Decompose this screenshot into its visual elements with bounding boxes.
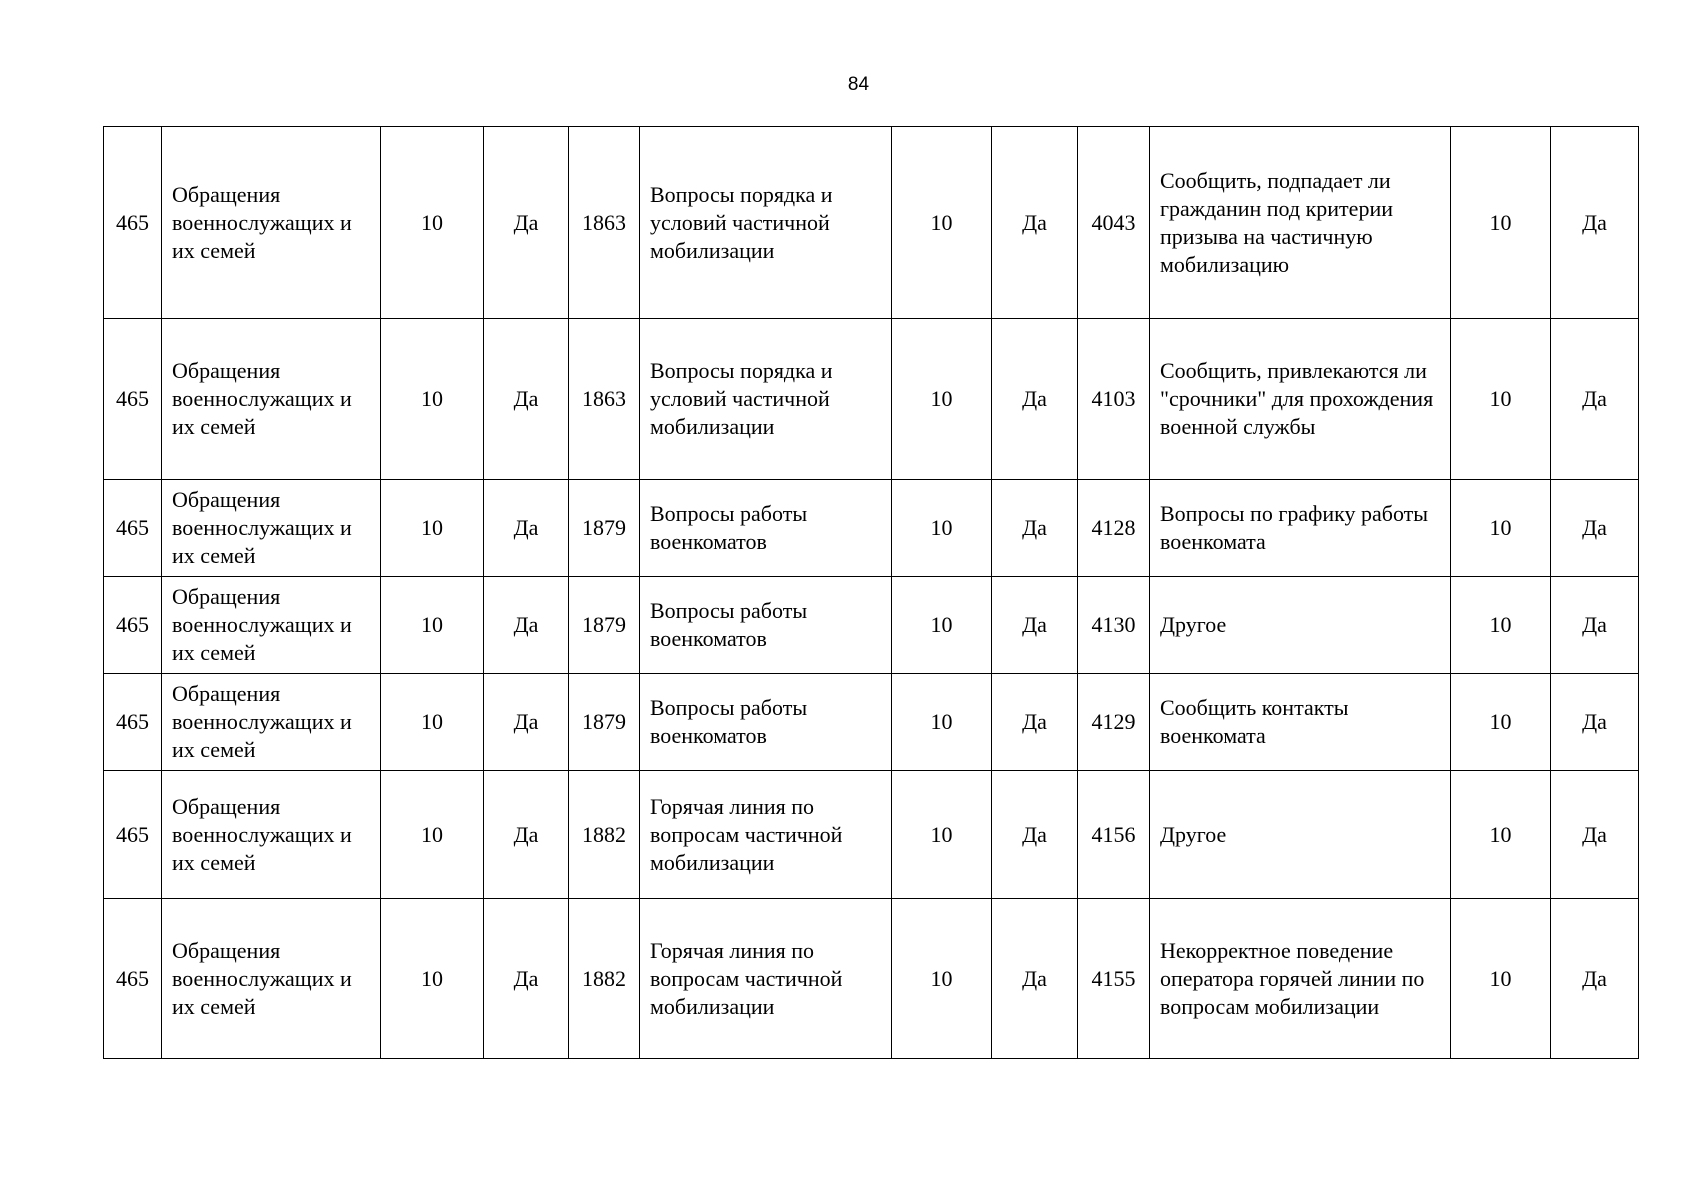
subtopic-cell: Другое xyxy=(1150,577,1451,674)
subtopic-code-cell: 4043 xyxy=(1078,127,1150,319)
subtopic-cell: Некорректное поведение оператора горячей линии по вопросам мобилизации xyxy=(1150,899,1451,1059)
value-cell: 10 xyxy=(1451,127,1551,319)
topic-cell: Горячая линия по вопросам частичной мобилизации xyxy=(640,771,892,899)
flag-cell: Да xyxy=(992,771,1078,899)
data-table xyxy=(103,126,1639,1059)
subtopic-code-cell: 4156 xyxy=(1078,771,1150,899)
value-cell: 10 xyxy=(381,674,484,771)
flag-cell: Да xyxy=(992,127,1078,319)
flag-cell: Да xyxy=(1551,899,1639,1059)
subtopic-code-cell: 4129 xyxy=(1078,674,1150,771)
value-cell: 10 xyxy=(892,127,992,319)
topic-code-cell: 1863 xyxy=(569,319,640,480)
table-row xyxy=(104,480,1639,577)
flag-cell: Да xyxy=(1551,480,1639,577)
subtopic-code-cell: 4130 xyxy=(1078,577,1150,674)
group-code-cell: 465 xyxy=(104,771,162,899)
value-cell: 10 xyxy=(892,771,992,899)
topic-cell: Вопросы порядка и условий частичной мобилизации xyxy=(640,127,892,319)
group-code-cell: 465 xyxy=(104,319,162,480)
subtopic-code-cell: 4155 xyxy=(1078,899,1150,1059)
value-cell: 10 xyxy=(381,480,484,577)
topic-code-cell: 1879 xyxy=(569,674,640,771)
category-cell: Обращения военнослужащих и их семей xyxy=(162,480,381,577)
value-cell: 10 xyxy=(1451,480,1551,577)
flag-cell: Да xyxy=(992,577,1078,674)
value-cell: 10 xyxy=(381,771,484,899)
flag-cell: Да xyxy=(1551,319,1639,480)
value-cell: 10 xyxy=(892,577,992,674)
flag-cell: Да xyxy=(484,899,569,1059)
value-cell: 10 xyxy=(1451,319,1551,480)
group-code-cell: 465 xyxy=(104,577,162,674)
value-cell: 10 xyxy=(1451,577,1551,674)
topic-code-cell: 1882 xyxy=(569,771,640,899)
category-cell: Обращения военнослужащих и их семей xyxy=(162,319,381,480)
topic-code-cell: 1863 xyxy=(569,127,640,319)
topic-cell: Горячая линия по вопросам частичной мобилизации xyxy=(640,899,892,1059)
value-cell: 10 xyxy=(892,674,992,771)
flag-cell: Да xyxy=(484,127,569,319)
subtopic-cell: Вопросы по графику работы военкомата xyxy=(1150,480,1451,577)
value-cell: 10 xyxy=(1451,771,1551,899)
value-cell: 10 xyxy=(892,480,992,577)
topic-code-cell: 1882 xyxy=(569,899,640,1059)
topic-code-cell: 1879 xyxy=(569,577,640,674)
flag-cell: Да xyxy=(1551,127,1639,319)
value-cell: 10 xyxy=(892,899,992,1059)
page-number: 84 xyxy=(847,74,870,95)
flag-cell: Да xyxy=(484,319,569,480)
value-cell: 10 xyxy=(1451,674,1551,771)
flag-cell: Да xyxy=(992,319,1078,480)
topic-cell: Вопросы работы военкоматов xyxy=(640,674,892,771)
group-code-cell: 465 xyxy=(104,674,162,771)
table-row xyxy=(104,899,1639,1059)
category-cell: Обращения военнослужащих и их семей xyxy=(162,771,381,899)
flag-cell: Да xyxy=(992,480,1078,577)
group-code-cell: 465 xyxy=(104,127,162,319)
flag-cell: Да xyxy=(484,577,569,674)
value-cell: 10 xyxy=(381,127,484,319)
table-row xyxy=(104,674,1639,771)
category-cell: Обращения военнослужащих и их семей xyxy=(162,674,381,771)
subtopic-code-cell: 4103 xyxy=(1078,319,1150,480)
topic-cell: Вопросы работы военкоматов xyxy=(640,480,892,577)
table-row xyxy=(104,577,1639,674)
category-cell: Обращения военнослужащих и их семей xyxy=(162,127,381,319)
category-cell: Обращения военнослужащих и их семей xyxy=(162,899,381,1059)
value-cell: 10 xyxy=(381,899,484,1059)
subtopic-cell: Другое xyxy=(1150,771,1451,899)
group-code-cell: 465 xyxy=(104,480,162,577)
flag-cell: Да xyxy=(484,674,569,771)
topic-cell: Вопросы порядка и условий частичной мобилизации xyxy=(640,319,892,480)
subtopic-cell: Сообщить, подпадает ли гражданин под критерии призыва на частичную мобилизацию xyxy=(1150,127,1451,319)
value-cell: 10 xyxy=(381,577,484,674)
category-cell: Обращения военнослужащих и их семей xyxy=(162,577,381,674)
flag-cell: Да xyxy=(484,480,569,577)
flag-cell: Да xyxy=(1551,577,1639,674)
subtopic-cell: Сообщить контакты военкомата xyxy=(1150,674,1451,771)
value-cell: 10 xyxy=(381,319,484,480)
flag-cell: Да xyxy=(1551,674,1639,771)
table-row xyxy=(104,127,1639,319)
table-row xyxy=(104,771,1639,899)
value-cell: 10 xyxy=(1451,899,1551,1059)
subtopic-cell: Сообщить, привлекаются ли "срочники" для прохождения военной службы xyxy=(1150,319,1451,480)
table-row xyxy=(104,319,1639,480)
value-cell: 10 xyxy=(892,319,992,480)
flag-cell: Да xyxy=(1551,771,1639,899)
flag-cell: Да xyxy=(992,899,1078,1059)
topic-cell: Вопросы работы военкоматов xyxy=(640,577,892,674)
flag-cell: Да xyxy=(484,771,569,899)
flag-cell: Да xyxy=(992,674,1078,771)
group-code-cell: 465 xyxy=(104,899,162,1059)
topic-code-cell: 1879 xyxy=(569,480,640,577)
subtopic-code-cell: 4128 xyxy=(1078,480,1150,577)
